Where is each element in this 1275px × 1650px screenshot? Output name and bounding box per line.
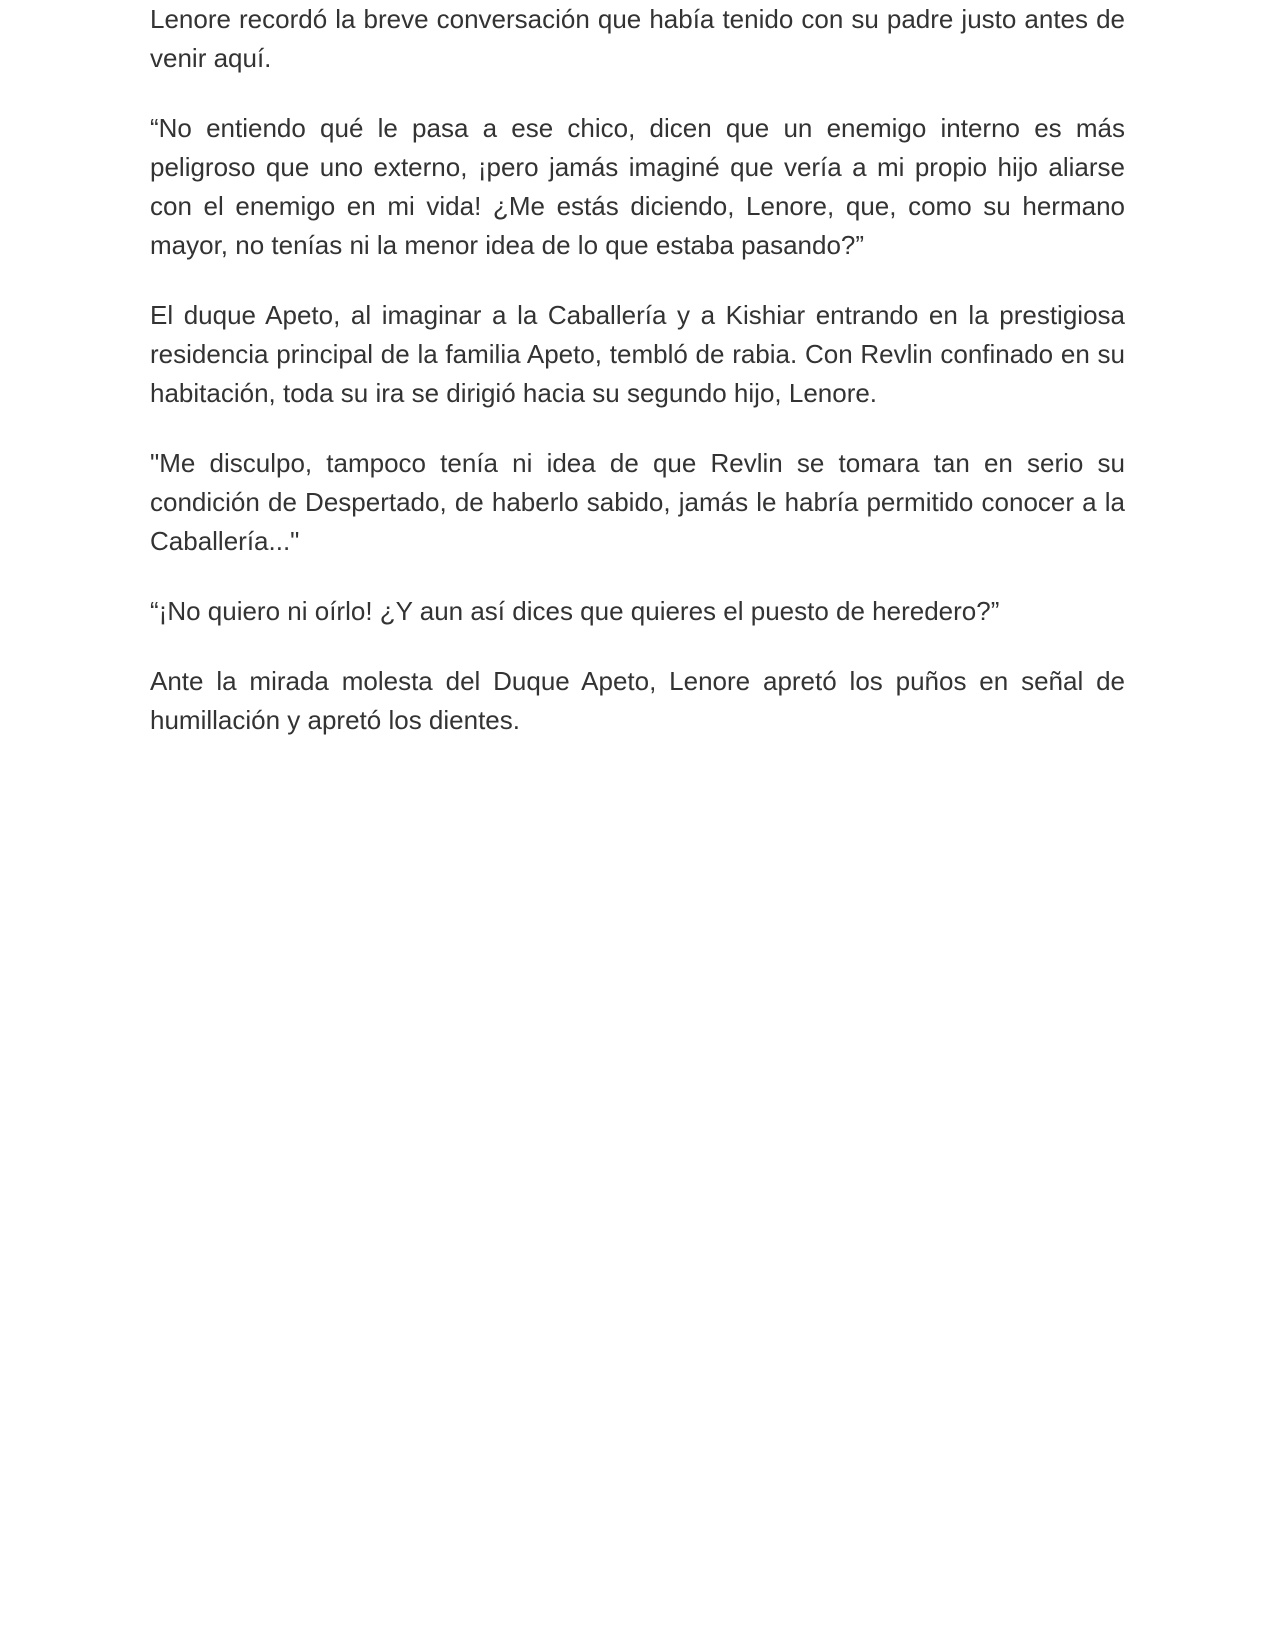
paragraph-4: "Me disculpo, tampoco tenía ni idea de que Revlin se tomara tan en serio su condición de Despertado, de haberlo sabido, jamás le habría permitido conocer a la Caballería..." xyxy=(150,448,1125,556)
paragraph-2: “No entiendo qué le pasa a ese chico, dicen que un enemigo interno es más peligroso que uno externo, ¡pero jamás imaginé que vería a mi propio hijo aliarse con el enemigo en mi vida! ¿Me estás diciendo, Lenore, que, como su hermano mayor, no tenías ni la menor idea de lo que estaba pasando?” xyxy=(150,113,1125,260)
paragraph-5: “¡No quiero ni oírlo! ¿Y aun así dices que quieres el puesto de heredero?” xyxy=(150,596,1000,626)
document-page xyxy=(150,0,1125,771)
paragraph-3: El duque Apeto, al imaginar a la Caballería y a Kishiar entrando en la prestigiosa residencia principal de la familia Apeto, tembló de rabia. Con Revlin confinado en su habitación, toda su ira se dirigió hacia su segundo hijo, Lenore. xyxy=(150,300,1125,408)
paragraph-6: Ante la mirada molesta del Duque Apeto, Lenore apretó los puños en señal de humillación y apretó los dientes. xyxy=(150,666,1125,735)
paragraph-1: Lenore recordó la breve conversación que había tenido con su padre justo antes de venir aquí. xyxy=(150,4,1125,73)
